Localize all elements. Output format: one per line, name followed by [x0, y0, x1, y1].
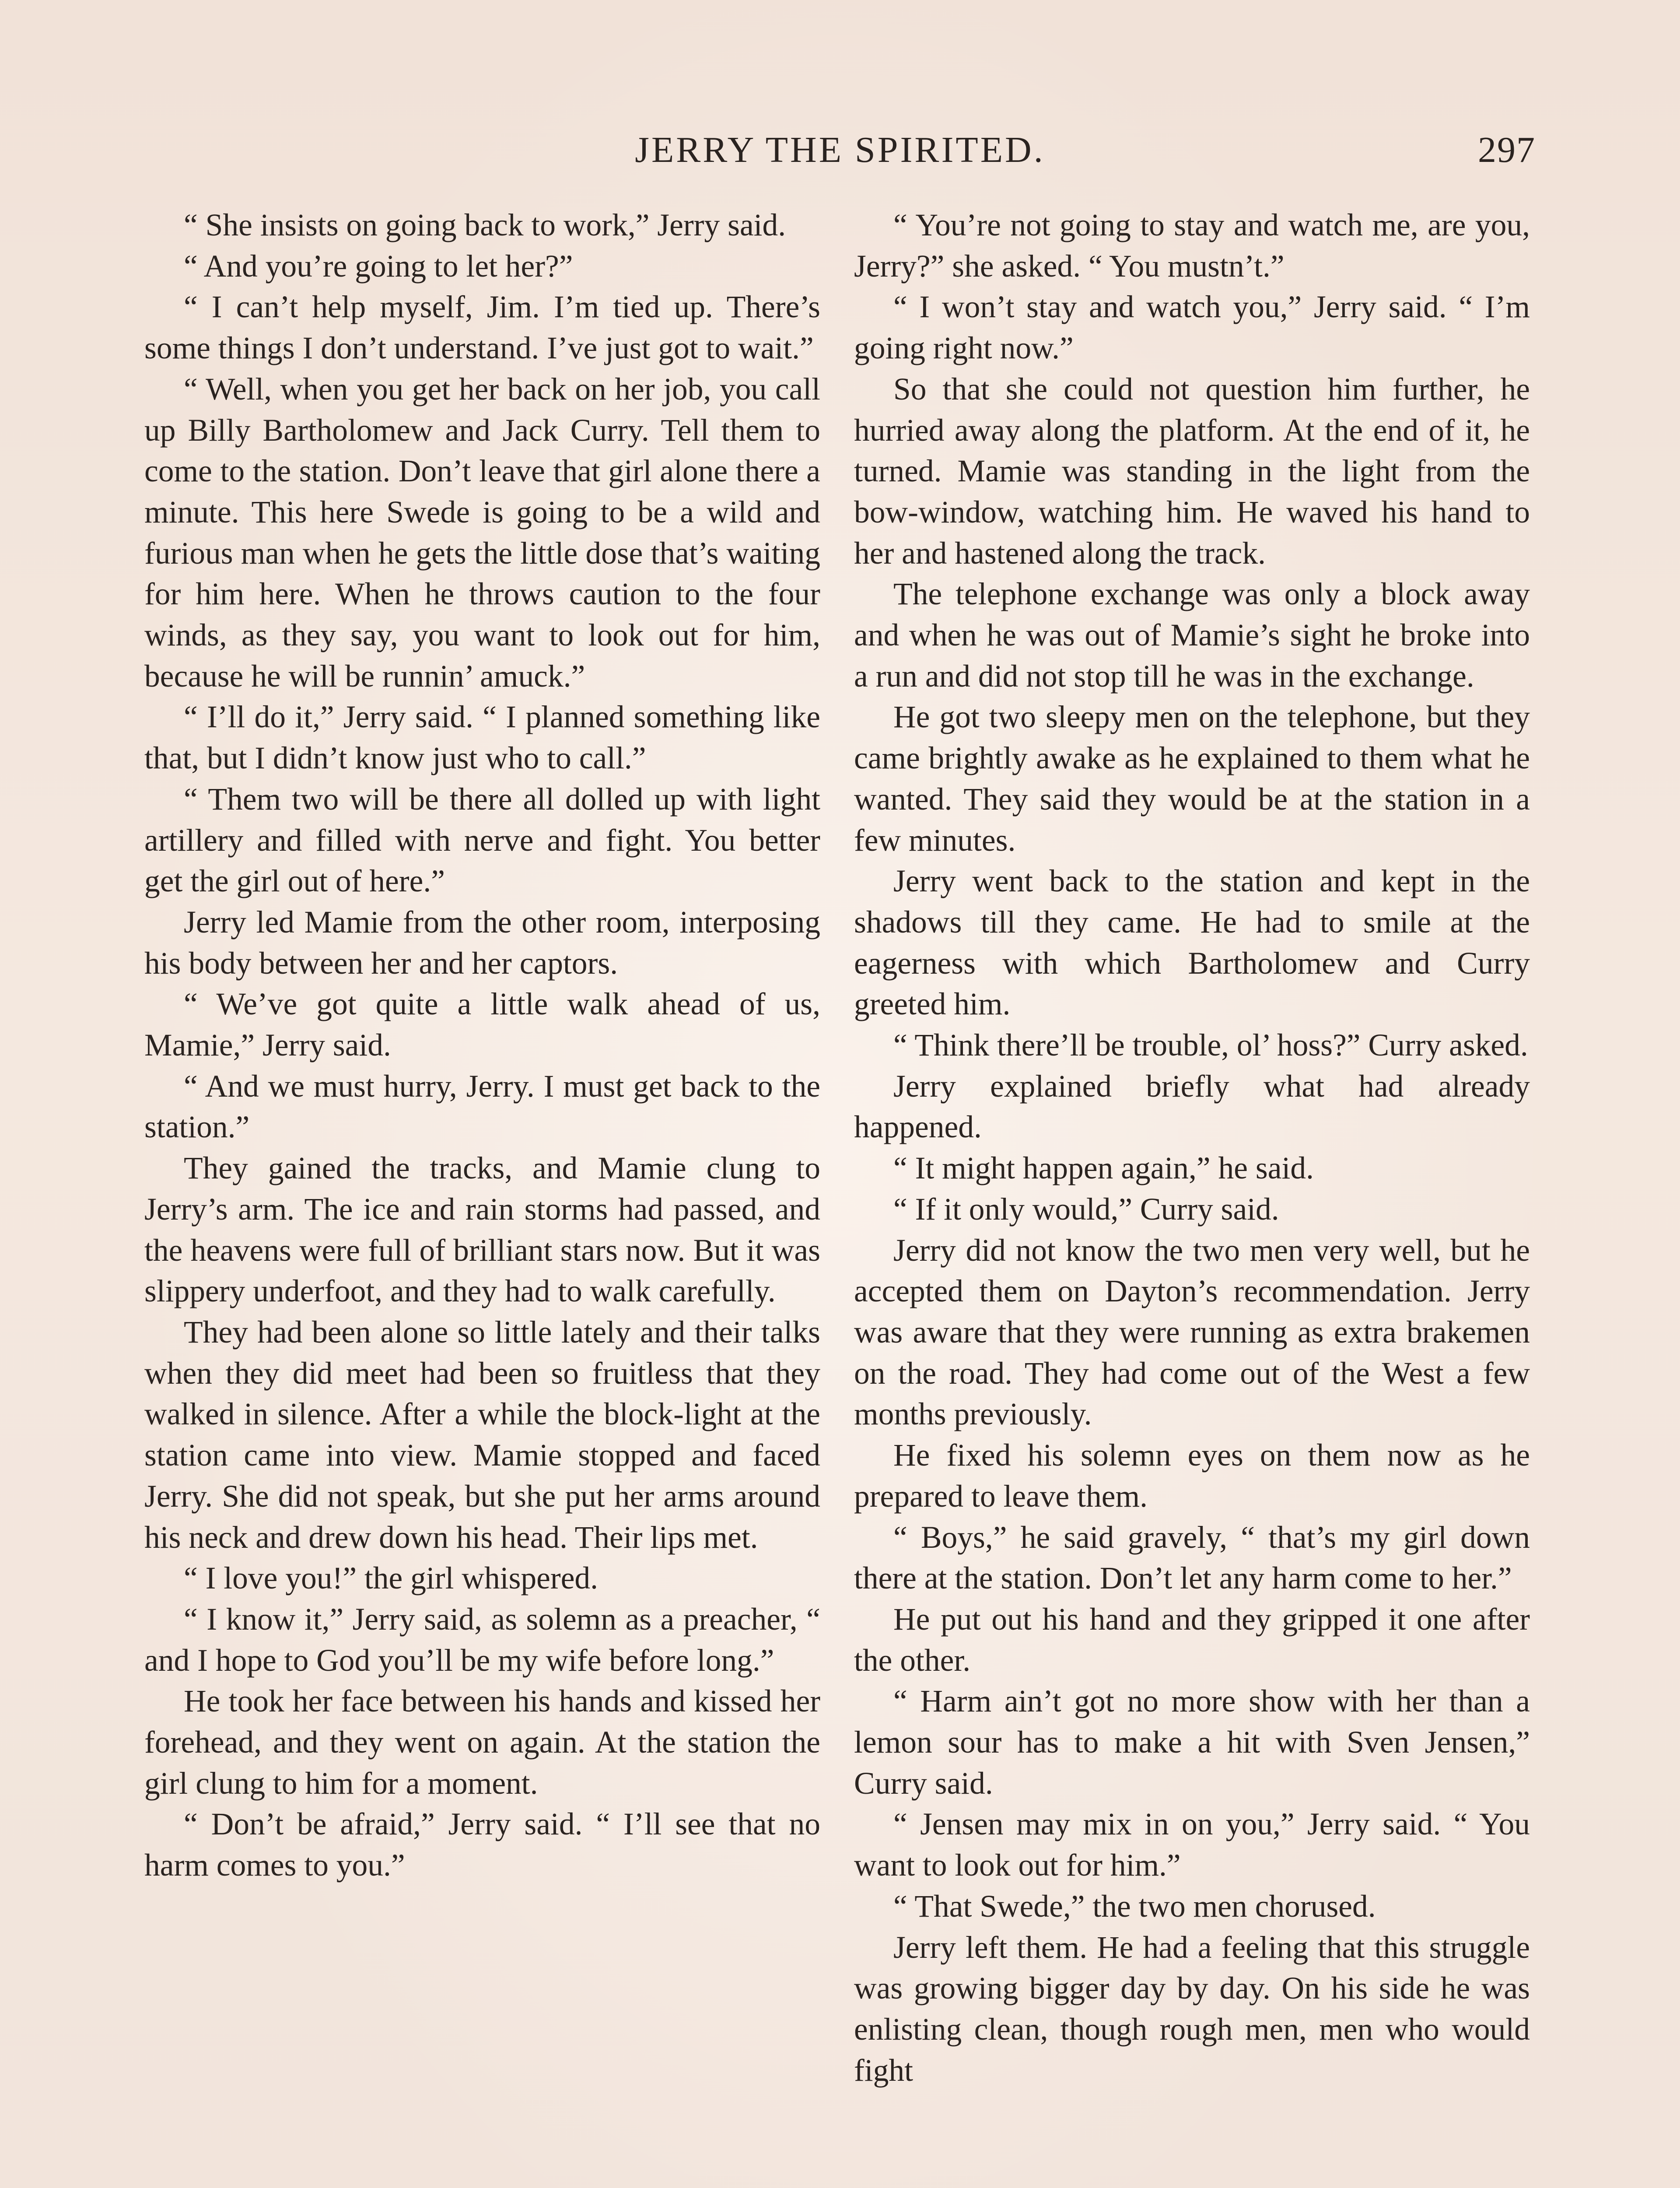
paragraph: “ I know it,” Jerry said, as solemn as a preacher, “ and I hope to God you’ll be my wife before long.”: [144, 1602, 820, 1678]
paragraph: He took her face between his hands and kissed her forehead, and they went on again. At the station the girl clung to him for a moment.: [144, 1684, 820, 1801]
paragraph: “ And you’re going to let her?”: [184, 249, 573, 284]
paragraph: “ I won’t stay and watch you,” Jerry said. “ I’m going right now.”: [854, 290, 1530, 366]
paragraph: They gained the tracks, and Mamie clung to Jerry’s arm. The ice and rain storms had passed, and the heavens were full of brilliant stars now. But it was slippery underfoot, and they had to walk carefully.: [144, 1151, 820, 1309]
paragraph: “ Boys,” he said gravely, “ that’s my girl down there at the station. Don’t let any harm come to her.”: [854, 1520, 1530, 1596]
paragraph: Jerry explained briefly what had already happened.: [854, 1069, 1530, 1145]
paragraph: “ You’re not going to stay and watch me, are you, Jerry?” she asked. “ You mustn’t.”: [854, 208, 1530, 284]
paragraph: “ Don’t be afraid,” Jerry said. “ I’ll see that no harm comes to you.”: [144, 1807, 820, 1883]
running-title: JERRY THE SPIRITED.: [635, 130, 1045, 170]
paragraph: “ If it only would,” Curry said.: [893, 1192, 1279, 1227]
right-text-column: [854, 205, 1530, 2091]
paragraph: “ And we must hurry, Jerry. I must get back to the station.”: [144, 1069, 820, 1145]
page-header: [144, 126, 1536, 174]
paragraph: “ Them two will be there all dolled up with light artillery and filled with nerve and fight. You better get the girl out of here.”: [144, 782, 820, 899]
paragraph: Jerry went back to the station and kept in the shadows till they came. He had to smile at the eagerness with which Bartholomew and Curry greeted him.: [854, 864, 1530, 1022]
paragraph: “ I’ll do it,” Jerry said. “ I planned something like that, but I didn’t know just who to call.”: [144, 700, 820, 776]
paragraph: The telephone exchange was only a block away and when he was out of Mamie’s sight he broke into a run and did not stop till he was in the exchange.: [854, 577, 1530, 694]
paragraph: Jerry led Mamie from the other room, interposing his body between her and her captors.: [144, 905, 820, 981]
paragraph: “ We’ve got quite a little walk ahead of us, Mamie,” Jerry said.: [144, 987, 820, 1063]
paragraph: “ Well, when you get her back on her job, you call up Billy Bartholomew and Jack Curry. Tell them to come to the station. Don’t leave that girl alone there a minute. This here Swede is going to be a wild and furious man when he gets the little dose that’s waiting for him here. When he throws caution to the four winds, as they say, you want to look out for him, because he will be runnin’ amuck.”: [144, 372, 820, 694]
paragraph: “ It might happen again,” he said.: [893, 1151, 1314, 1186]
paragraph: He fixed his solemn eyes on them now as he prepared to leave them.: [854, 1438, 1530, 1514]
paragraph: “ That Swede,” the two men chorused.: [893, 1889, 1376, 1924]
paragraph: He put out his hand and they gripped it one after the other.: [854, 1602, 1530, 1678]
paragraph: “ Think there’ll be trouble, ol’ hoss?” Curry asked.: [893, 1028, 1528, 1063]
paragraph: “ Jensen may mix in on you,” Jerry said. “ You want to look out for him.”: [854, 1807, 1530, 1883]
paragraph: “ Harm ain’t got no more show with her than a lemon sour has to make a hit with Sven Jensen,” Curry said.: [854, 1684, 1530, 1801]
page-number: 297: [1478, 130, 1536, 170]
paragraph: He got two sleepy men on the telephone, but they came brightly awake as he explained to them what he wanted. They said they would be at the station in a few minutes.: [854, 700, 1530, 858]
paragraph: So that she could not question him further, he hurried away along the platform. At the end of it, he turned. Mamie was standing in the light from the bow-window, watching him. He waved his hand to her and hastened along the track.: [854, 372, 1530, 571]
paragraph: “ She insists on going back to work,” Jerry said.: [184, 208, 786, 242]
paragraph: Jerry did not know the two men very well, but he accepted them on Dayton’s recommendation. Jerry was aware that they were running as extra brakemen on the road. They had come out of the West a few months previously.: [854, 1233, 1530, 1432]
paragraph: “ I can’t help myself, Jim. I’m tied up. There’s some things I don’t understand. I’ve just got to wait.”: [144, 290, 820, 366]
paragraph: Jerry left them. He had a feeling that this struggle was growing bigger day by day. On his side he was enlisting clean, though rough men, men who would fight: [854, 1930, 1530, 2088]
left-text-column: [144, 205, 820, 1886]
paragraph: “ I love you!” the girl whispered.: [184, 1561, 598, 1596]
paragraph: They had been alone so little lately and their talks when they did meet had been so fruitless that they walked in silence. After a while the block-light at the station came into view. Mamie stopped and faced Jerry. She did not speak, but she put her arms around his neck and drew down his head. Their lips met.: [144, 1315, 820, 1555]
